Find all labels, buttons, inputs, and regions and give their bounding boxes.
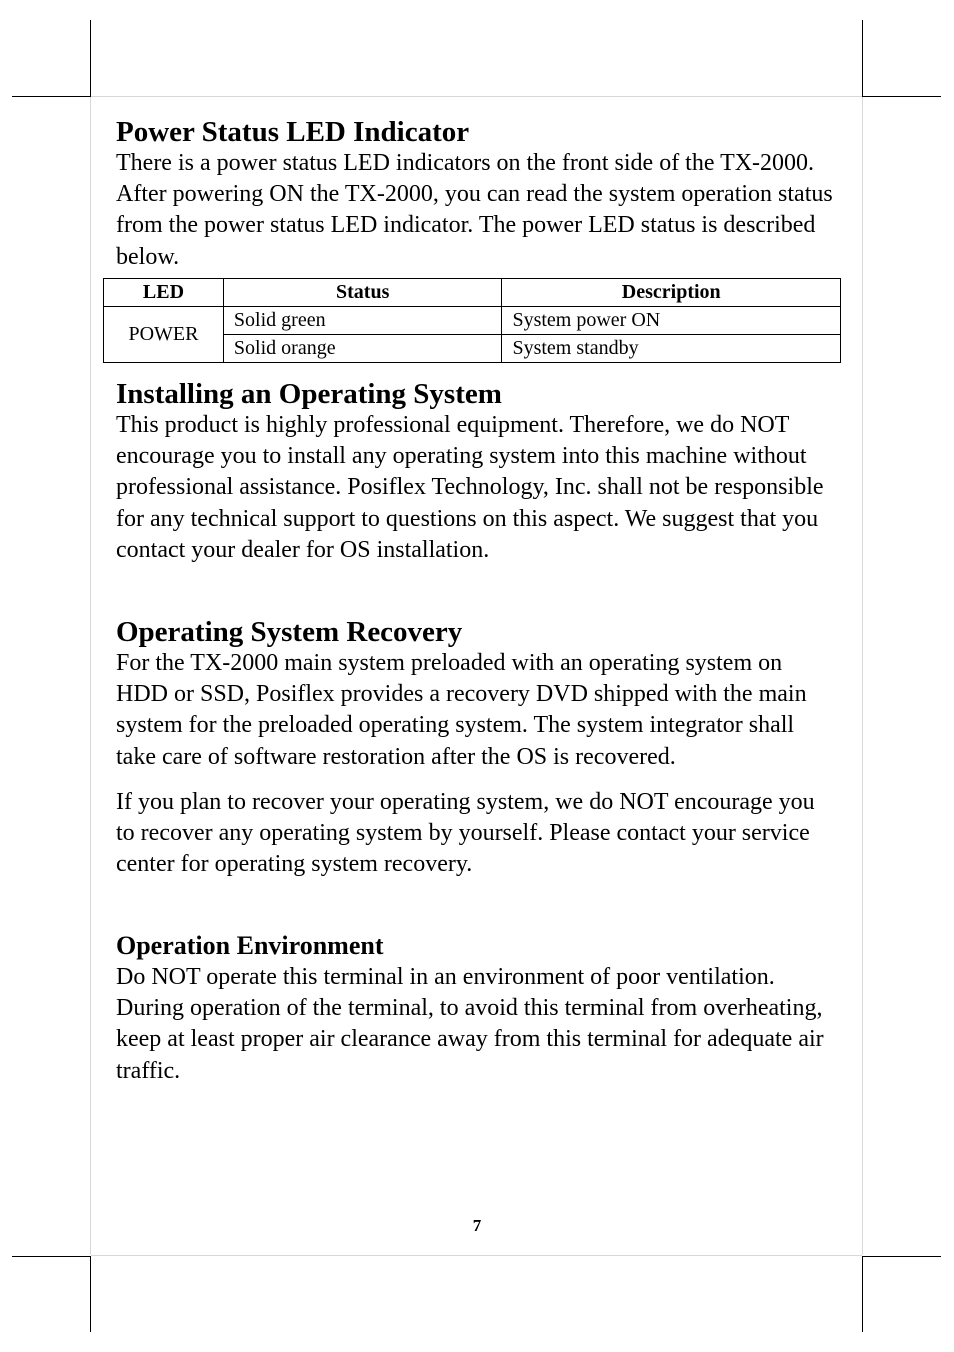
table-header-row <box>104 279 841 307</box>
table-header-cell: LED <box>104 279 224 307</box>
section-heading: Installing an Operating System <box>116 378 502 410</box>
section-body: Do NOT operate this terminal in an environment of poor ventilation. During operation of the terminal, to avoid this terminal from overheating, keep at least proper air clearance away from this terminal for adequate air traffic. <box>116 964 824 1084</box>
section-body: There is a power status LED indicators on the front side of the TX-2000. After powering ON the TX-2000, you can read the system operation status from the power status LED indicator. The power LED status is described below. <box>116 150 833 270</box>
section-heading: Power Status LED Indicator <box>116 116 470 148</box>
section-heading: Operation Environment <box>116 931 384 960</box>
crop-mark <box>862 1256 863 1332</box>
trim-line <box>91 1255 862 1256</box>
page-number: 7 <box>472 1216 482 1235</box>
led-status-table <box>103 278 841 363</box>
description-cell: System standby <box>502 335 841 363</box>
crop-mark <box>90 20 91 96</box>
table-header-cell: Description <box>502 279 841 307</box>
description-cell: System power ON <box>502 307 841 335</box>
trim-line <box>91 96 862 97</box>
led-name-cell: POWER <box>104 307 224 363</box>
status-cell: Solid green <box>223 307 502 335</box>
section-body: For the TX-2000 main system preloaded with an operating system on HDD or SSD, Posiflex provides a recovery DVD shipped with the main system for the preloaded operating system. The system integrator shall take care of software restoration after the OS is recovered. <box>116 650 807 770</box>
trim-line <box>90 97 91 1255</box>
table-row <box>104 307 841 335</box>
status-cell: Solid orange <box>223 335 502 363</box>
section-os-recovery <box>116 616 838 880</box>
section-heading: Operating System Recovery <box>116 616 463 648</box>
trim-line <box>862 97 863 1255</box>
section-environment <box>116 930 838 1087</box>
crop-mark <box>12 1256 91 1257</box>
crop-mark <box>862 20 863 96</box>
section-body: If you plan to recover your operating system, we do NOT encourage you to recover any operating system by yourself. Please contact your service center for operating system recovery. <box>116 788 815 878</box>
crop-mark <box>90 1256 91 1332</box>
crop-mark <box>12 96 91 97</box>
crop-mark <box>862 1256 941 1257</box>
section-install-os <box>116 378 838 566</box>
crop-mark <box>862 96 941 97</box>
section-body: This product is highly professional equipment. Therefore, we do NOT encourage you to install any operating system into this machine without professional assistance. Posiflex Technology, Inc. shall not be responsible for any technical support to questions on this aspect. We suggest that you contact your dealer for OS installation. <box>116 412 824 563</box>
table-header-cell: Status <box>223 279 502 307</box>
section-power-led <box>116 116 838 273</box>
